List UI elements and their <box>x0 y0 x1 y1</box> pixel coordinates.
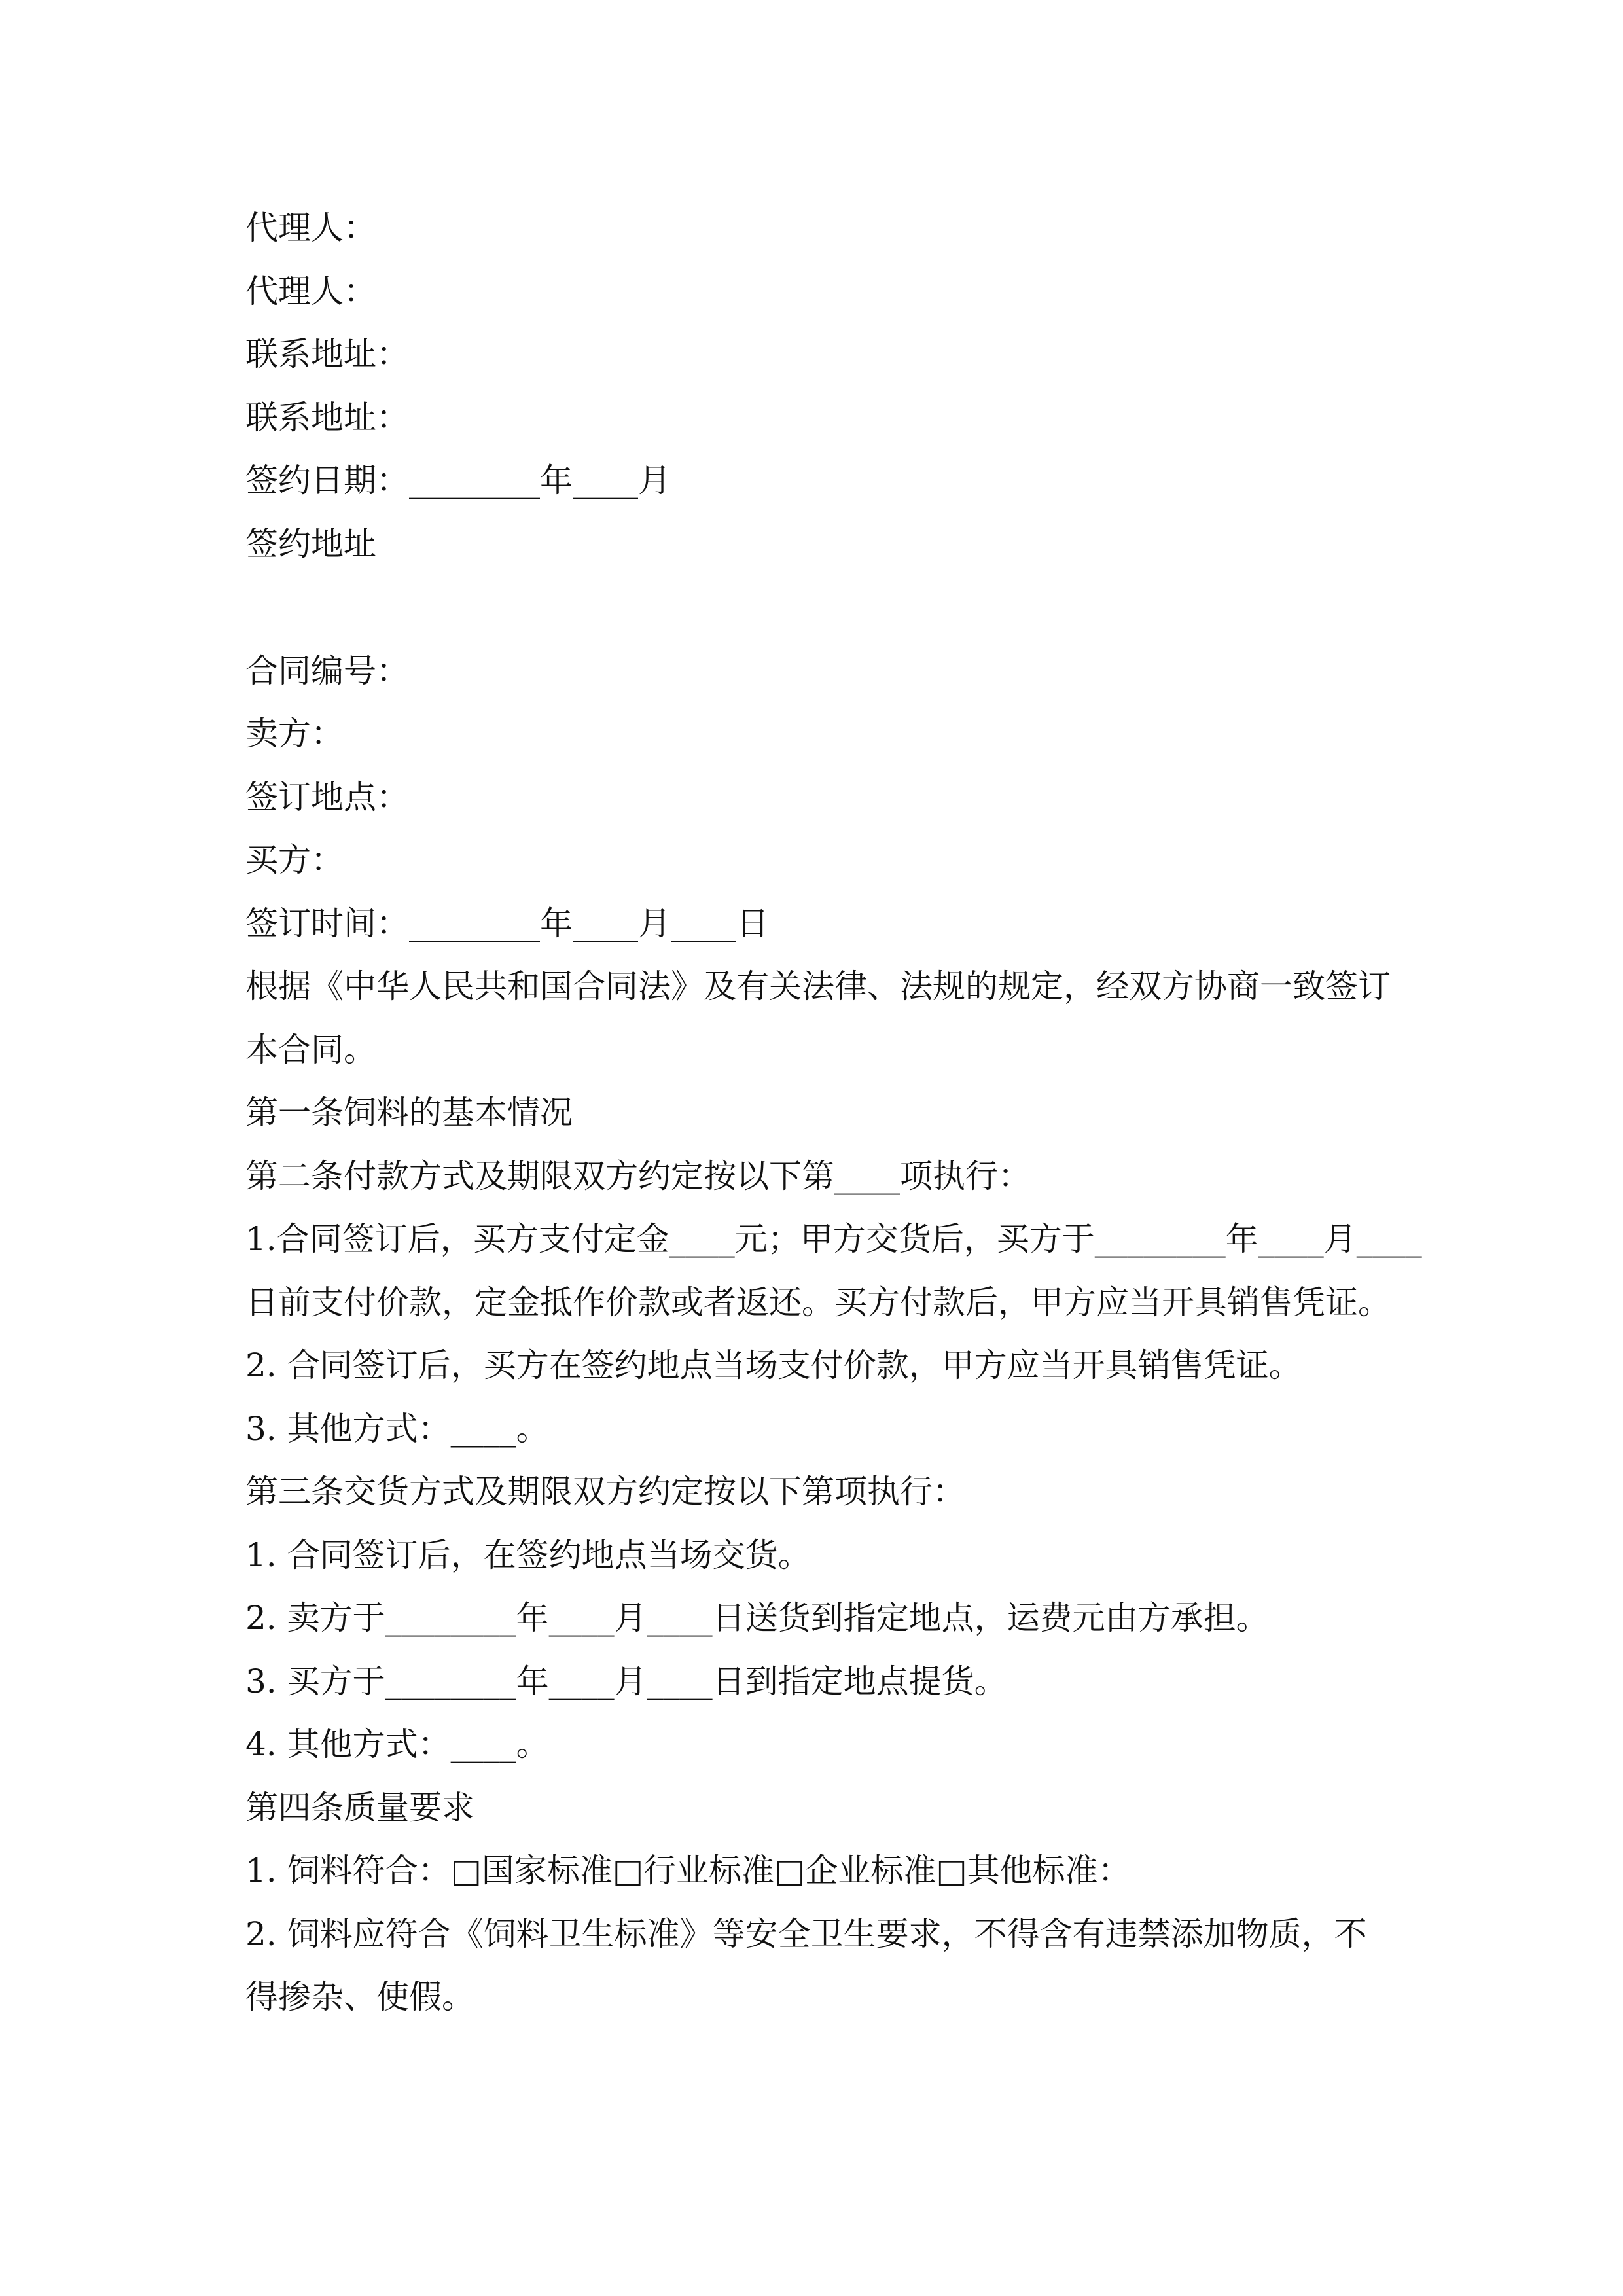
article-3-item-3: 3. 买方于________年____月____日到指定地点提货。 <box>245 1662 1007 1700</box>
article-3-heading: 第三条交货方式及期限双方约定按以下第项执行： <box>245 1473 965 1511</box>
agent-line-2: 代理人： <box>245 272 376 310</box>
article-2-item-2: 2. 合同签订后，买方在签约地点当场支付价款，甲方应当开具销售凭证。 <box>245 1346 1302 1384</box>
signing-place-line: 签订地点： <box>245 778 409 816</box>
article-4-item-2-line-1: 2. 饲料应符合《饲料卫生标准》等安全卫生要求，不得含有违禁添加物质，不 <box>245 1915 1367 1953</box>
buyer-line: 买方： <box>245 841 344 879</box>
contact-address-line-1: 联系地址： <box>245 335 409 373</box>
contract-number-line: 合同编号： <box>245 652 409 690</box>
article-4-item-2-line-2: 得掺杂、使假。 <box>245 1978 474 2016</box>
article-3-item-4: 4. 其他方式：____。 <box>245 1725 549 1763</box>
article-4-item-1: 1. 饲料符合：□国家标准□行业标准□企业标准□其他标准： <box>245 1852 1131 1890</box>
article-2-item-1-line-2: 日前支付价款，定金抵作价款或者返还。买方付款后，甲方应当开具销售凭证。 <box>245 1283 1391 1321</box>
article-1-heading: 第一条饲料的基本情况 <box>245 1094 573 1132</box>
article-2-item-3: 3. 其他方式：____。 <box>245 1410 549 1448</box>
seller-line: 卖方： <box>245 715 344 753</box>
signing-time-line: 签订时间：________年____月____日 <box>245 905 769 942</box>
article-2-heading: 第二条付款方式及期限双方约定按以下第____项执行： <box>245 1157 1031 1195</box>
article-3-item-1: 1. 合同签订后，在签约地点当场交货。 <box>245 1536 811 1574</box>
article-4-heading: 第四条质量要求 <box>245 1789 474 1827</box>
preamble-line-1: 根据《中华人民共和国合同法》及有关法律、法规的规定，经双方协商一致签订 <box>245 967 1391 1005</box>
signing-address-line: 签约地址 <box>245 525 376 563</box>
preamble-line-2: 本合同。 <box>245 1031 376 1069</box>
contact-address-line-2: 联系地址： <box>245 399 409 437</box>
article-3-item-2: 2. 卖方于________年____月____日送货到指定地点，运费元由方承担。 <box>245 1599 1269 1637</box>
article-2-item-1-line-1: 1.合同签订后，买方支付定金____元；甲方交货后，买方于________年____月____ <box>245 1220 1422 1258</box>
signing-date-line: 签约日期：________年____月 <box>245 461 671 499</box>
agent-line-1: 代理人： <box>245 209 376 247</box>
